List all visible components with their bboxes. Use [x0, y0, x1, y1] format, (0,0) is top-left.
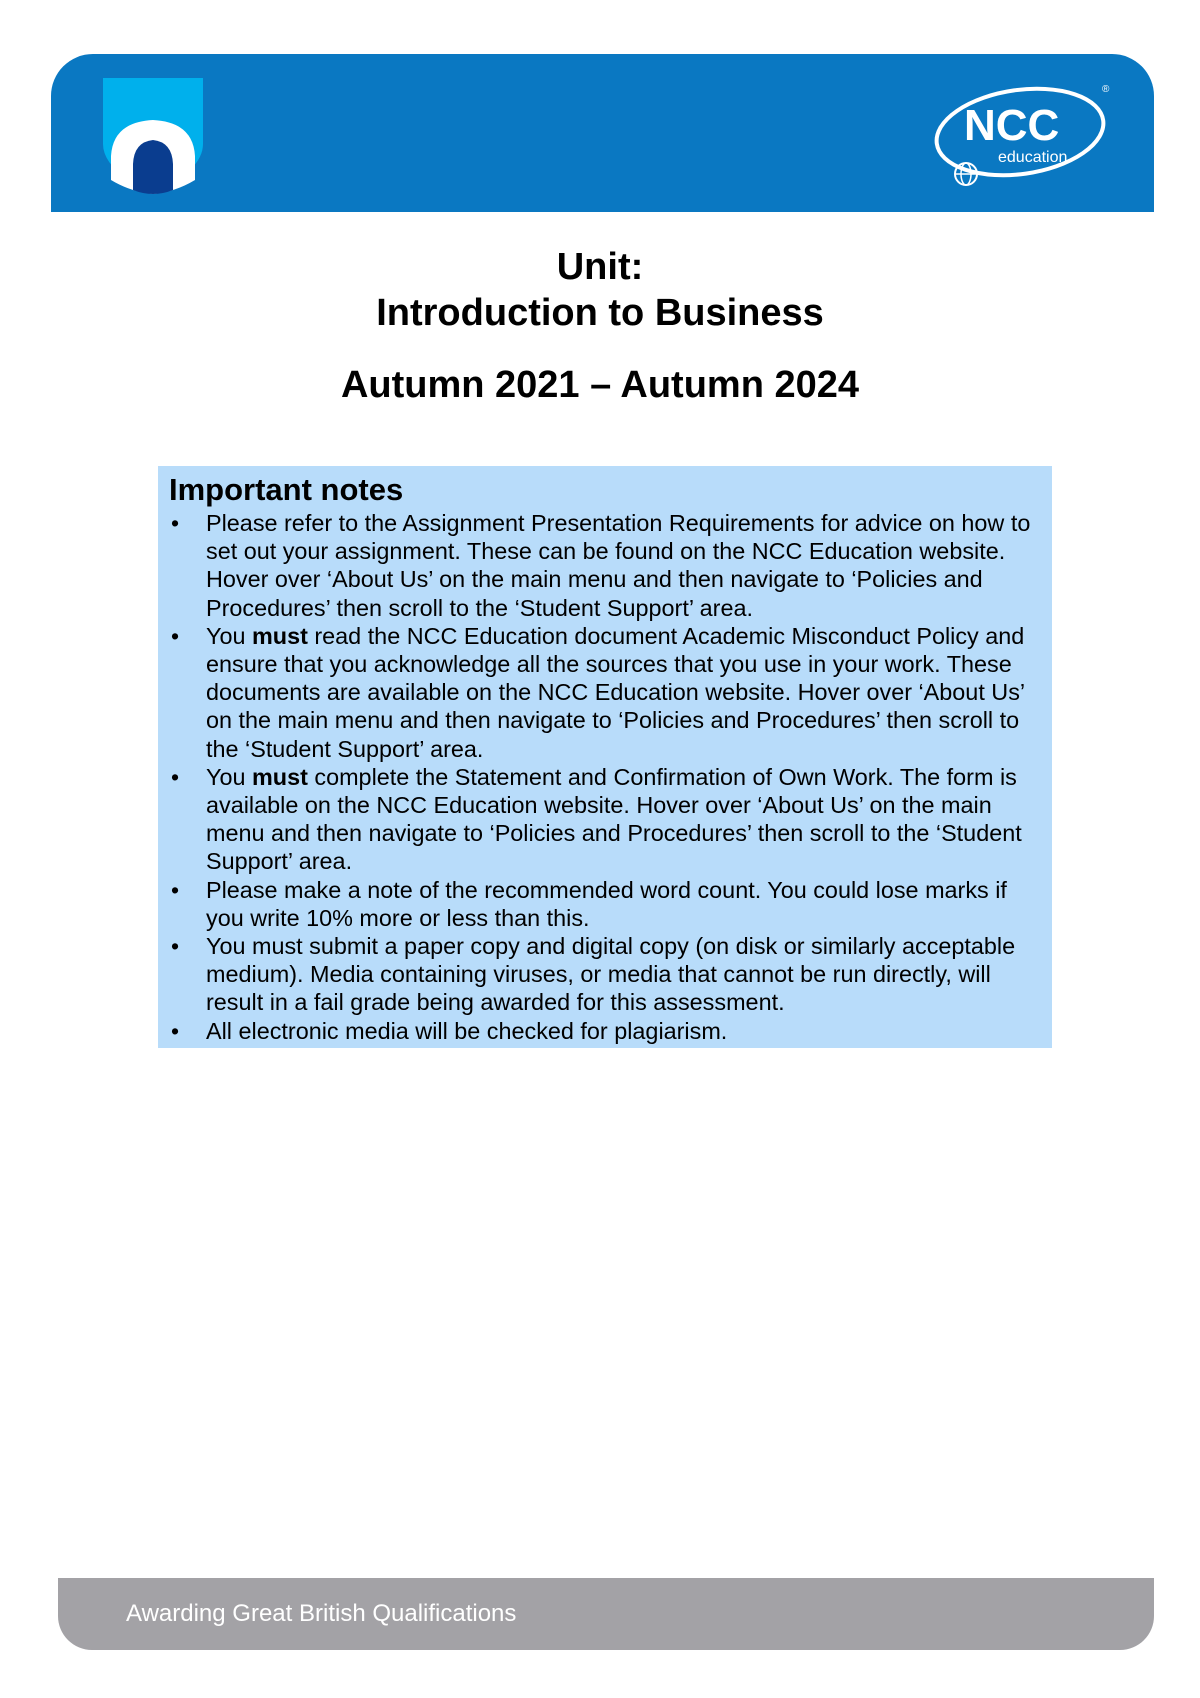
note-item [169, 509, 1042, 622]
notes-heading: Important notes [169, 472, 404, 507]
unit-name: Introduction to Business [376, 292, 824, 334]
note-emphasis: must [251, 622, 308, 649]
note-text: All electronic media will be checked for plagiarism. [206, 1017, 728, 1044]
registered-mark: ® [1102, 84, 1110, 95]
globe-icon [955, 163, 977, 185]
bullet-icon: • [171, 763, 180, 790]
note-item [169, 763, 1042, 876]
logo-ncc-text: NCC [964, 101, 1060, 150]
bullet-icon: • [171, 933, 180, 960]
note-text: Please make a note of the recommended word count. You could lose marks if you write 10% more or less than this. [206, 876, 1007, 931]
note-text: You [206, 622, 252, 649]
bullet-icon: • [171, 876, 180, 903]
footer-bar [58, 1578, 1154, 1650]
logo-education-text: education [998, 149, 1068, 166]
shield-logo [103, 78, 203, 194]
note-text: You [206, 763, 252, 790]
header-banner [51, 54, 1154, 212]
footer-tagline: Awarding Great British Qualifications [126, 1600, 517, 1627]
note-item [169, 1017, 1042, 1045]
bullet-icon: • [171, 510, 180, 536]
note-item [169, 622, 1042, 763]
note-text: complete the Statement and Confirmation of Own Work. The form is available on the NCC Education website. Hover over ‘About Us’ on the main menu and then navigate to ‘Policies and Procedures’ then scroll to the ‘Student Support’ area. [206, 763, 1022, 875]
unit-label: Unit: [556, 246, 644, 288]
note-item [169, 932, 1042, 1017]
shield-inner-arch [133, 140, 173, 194]
notes-list [169, 509, 1042, 1045]
bullet-icon: • [171, 1017, 180, 1044]
ncc-education-logo [928, 76, 1118, 188]
important-notes-box [158, 466, 1052, 1048]
note-text: read the NCC Education document Academic Misconduct Policy and ensure that you acknowledge all the sources that you use in your work. These documents are available on the NCC Education website. Hover over ‘About Us’ on the main menu and then navigate to ‘Policies and Procedures’ then scroll to the ‘Student Support’ area. [206, 622, 1025, 762]
note-text: Please refer to the Assignment Presentation Requirements for advice on how to set out your assignment. These can be found on the NCC Education website. Hover over ‘About Us’ on the main menu and then navigate to ‘Policies and Procedures’ then scroll to the ‘Student Support’ area. [206, 510, 1031, 621]
document-title [0, 244, 1200, 408]
note-text: You must submit a paper copy and digital copy (on disk or similarly acceptable medium). Media containing viruses, or media that cannot be run directly, will result in a fail grade being awarded for this assessment. [206, 933, 1016, 1016]
validity-period: Autumn 2021 – Autumn 2024 [340, 364, 860, 406]
note-item [169, 876, 1042, 932]
note-emphasis: must [251, 763, 308, 790]
bullet-icon: • [171, 622, 180, 649]
